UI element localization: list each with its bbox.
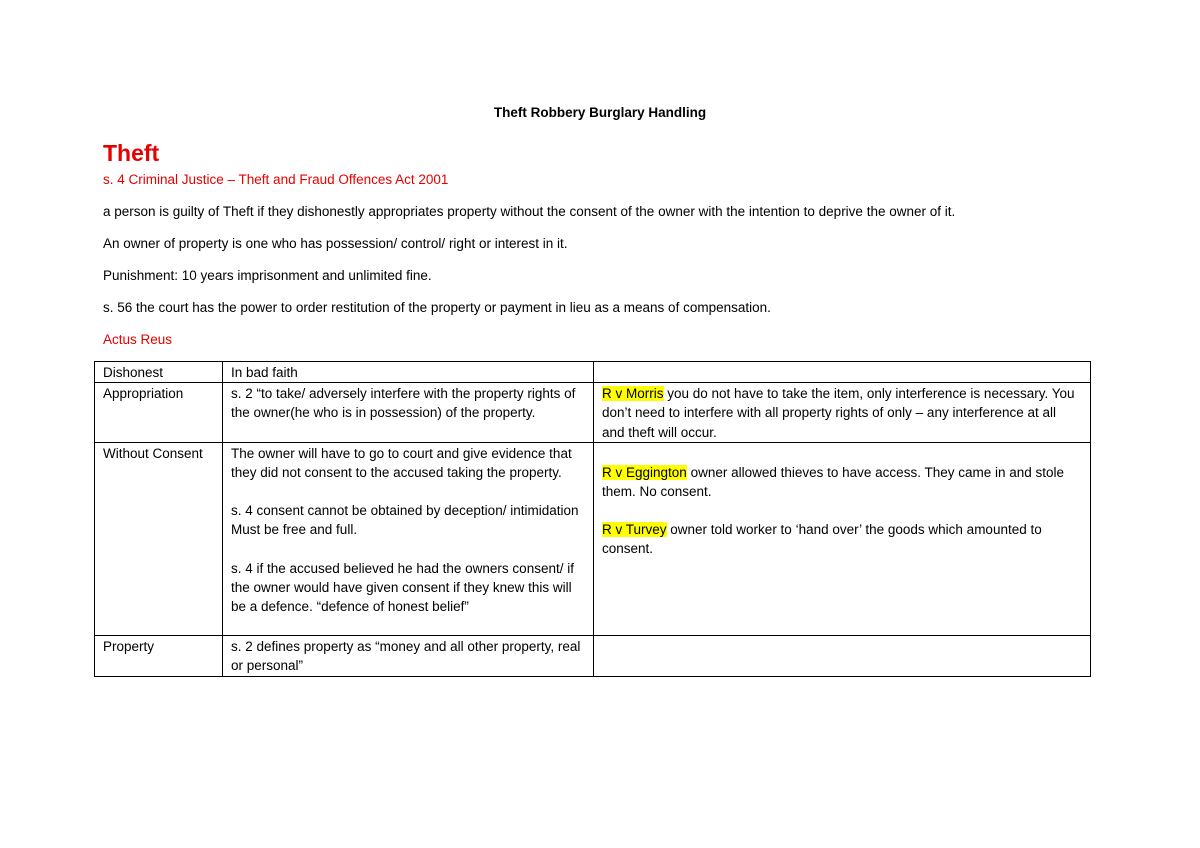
statute-reference: s. 4 Criminal Justice – Theft and Fraud Offences Act 2001: [103, 172, 449, 187]
term-cell: [95, 442, 223, 635]
cases-cell: [594, 442, 1091, 635]
definition-text: s. 4 consent cannot be obtained by deception/ intimidation Must be free and full.: [231, 503, 579, 538]
owner-paragraph: An owner of property is one who has possession/ control/ right or interest in it.: [103, 236, 568, 251]
term-text: Dishonest: [103, 365, 164, 380]
definition-paragraph: a person is guilty of Theft if they dishonestly appropriates property without the consent of the owner with the intention to deprive the owner of it.: [103, 204, 956, 219]
document-title: Theft Robbery Burglary Handling: [493, 105, 707, 120]
term-text: Property: [103, 639, 155, 655]
case-name-highlight: R v Turvey: [602, 522, 667, 538]
table-row: [95, 442, 1091, 635]
table-row: [95, 383, 1091, 443]
table-row: [95, 362, 1091, 383]
actus-reus-label: Actus Reus: [103, 332, 173, 347]
definition-text: s. 2 defines property as “money and all other property, real or personal”: [231, 639, 581, 674]
case-text: owner allowed thieves to have access. They came in and stole them. No consent.: [602, 464, 1065, 500]
actus-reus-table: [94, 361, 1091, 677]
case-name-highlight: R v Eggington: [602, 464, 687, 480]
definition-cell: [223, 442, 594, 635]
case-name-highlight: R v Morris: [602, 386, 664, 402]
cases-cell: [594, 383, 1091, 443]
cases-cell: [594, 362, 1091, 383]
term-cell: [95, 362, 223, 383]
case-text: owner told worker to ‘hand over’ the goods which amounted to consent.: [602, 522, 1042, 557]
definition-text: The owner will have to go to court and give evidence that they did not consent to the accused taking the property.: [231, 445, 572, 481]
term-cell: [95, 383, 223, 443]
term-text: Appropriation: [103, 386, 184, 402]
term-cell: [95, 636, 223, 676]
definition-text: s. 4 if the accused believed he had the owners consent/ if the owner would have given consent if they knew this will be a defence. “defence of honest belief”: [231, 560, 574, 615]
case-text: you do not have to take the item, only interference is necessary. You don’t need to interfere with all property rights of only – any interference at all and theft will occur.: [602, 386, 1075, 440]
definition-cell: [223, 383, 594, 443]
definition-cell: [223, 362, 594, 383]
punishment-paragraph: Punishment: 10 years imprisonment and unlimited fine.: [103, 268, 432, 283]
definition-text: s. 2 “to take/ adversely interfere with the property rights of the owner(he who is in possession) of the property.: [231, 386, 576, 421]
definition-text: In bad faith: [231, 365, 298, 380]
table-row: [95, 636, 1091, 676]
definition-cell: [223, 636, 594, 676]
section-heading-theft: Theft: [103, 140, 160, 166]
term-text: Without Consent: [103, 445, 203, 461]
cases-cell: [594, 636, 1091, 676]
restitution-paragraph: s. 56 the court has the power to order restitution of the property or payment in lieu as a means of compensation.: [103, 300, 771, 315]
case-entry: [602, 463, 1082, 501]
case-entry: [602, 520, 1082, 558]
